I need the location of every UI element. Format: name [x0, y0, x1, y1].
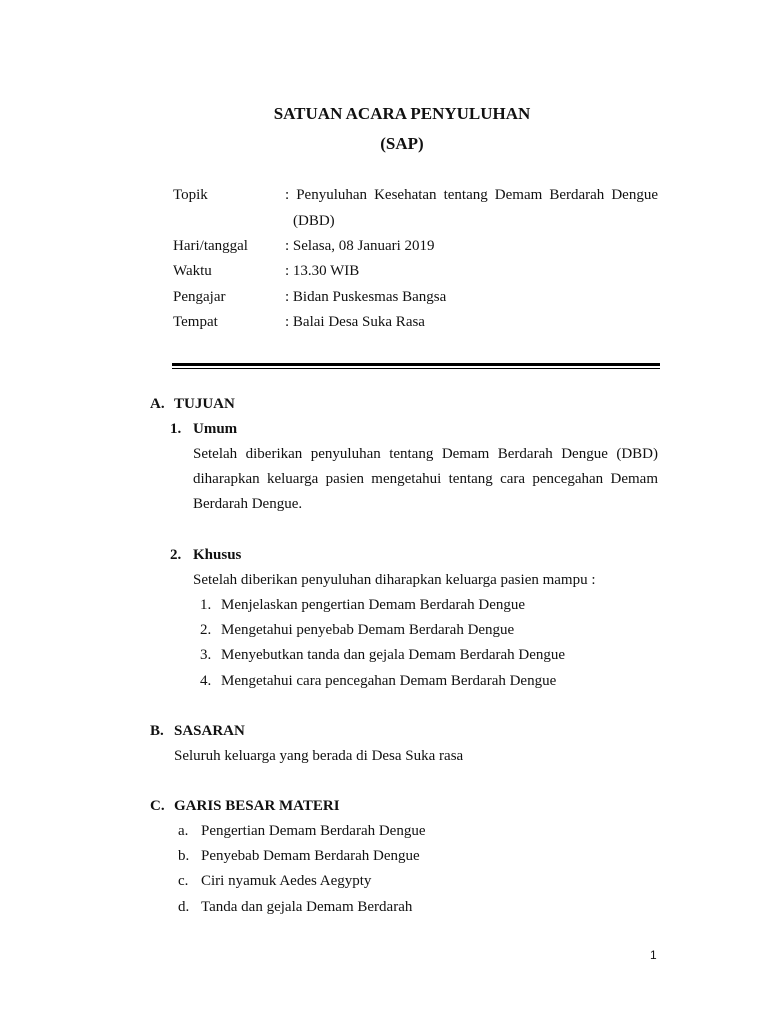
- section-b-heading: SASARAN: [174, 723, 245, 739]
- info-label-waktu: Waktu: [173, 263, 212, 279]
- khusus-item: Mengetahui cara pencegahan Demam Berdarah Dengue: [221, 673, 557, 689]
- materi-item-letter: a.: [178, 823, 189, 839]
- khusus-item-number: 1.: [200, 597, 212, 613]
- materi-item-letter: b.: [178, 848, 190, 864]
- info-label-tempat: Tempat: [173, 314, 218, 330]
- khusus-number: 2.: [170, 547, 182, 563]
- khusus-item: Mengetahui penyebab Demam Berdarah Dengue: [221, 622, 515, 638]
- info-label-hari: Hari/tanggal: [173, 238, 248, 254]
- info-value-topik: : Penyuluhan Kesehatan tentang Demam Berdarah Dengue: [285, 187, 658, 203]
- umum-line-2: diharapkan keluarga pasien mengetahui tentang cara pencegahan Demam: [193, 471, 658, 487]
- document-subtitle: (SAP): [380, 134, 424, 153]
- info-value-tempat: : Balai Desa Suka Rasa: [285, 314, 425, 330]
- section-a-marker: A.: [150, 396, 165, 412]
- info-value-hari: : Selasa, 08 Januari 2019: [285, 238, 435, 254]
- info-label-topik: Topik: [173, 187, 208, 203]
- khusus-item: Menjelaskan pengertian Demam Berdarah Dengue: [221, 597, 526, 613]
- khusus-item: Menyebutkan tanda dan gejala Demam Berdarah Dengue: [221, 647, 566, 663]
- materi-item: Pengertian Demam Berdarah Dengue: [201, 823, 426, 839]
- umum-line-1: Setelah diberikan penyuluhan tentang Demam Berdarah Dengue (DBD): [193, 446, 658, 462]
- section-c-marker: C.: [150, 798, 165, 814]
- materi-item: Ciri nyamuk Aedes Aegypty: [201, 873, 372, 889]
- khusus-item-number: 3.: [200, 647, 212, 663]
- divider-thick: [172, 363, 660, 366]
- khusus-item-number: 4.: [200, 673, 212, 689]
- info-value-waktu: : 13.30 WIB: [285, 263, 360, 279]
- sasaran-text: Seluruh keluarga yang berada di Desa Suka rasa: [174, 748, 464, 764]
- section-a-heading: TUJUAN: [174, 396, 235, 412]
- khusus-heading: Khusus: [193, 547, 242, 563]
- umum-line-3: Berdarah Dengue.: [193, 496, 303, 512]
- umum-number: 1.: [170, 421, 182, 437]
- document-title: SATUAN ACARA PENYULUHAN: [273, 104, 531, 123]
- materi-item-letter: d.: [178, 899, 190, 915]
- section-b-marker: B.: [150, 723, 164, 739]
- info-label-pengajar: Pengajar: [173, 289, 226, 305]
- materi-item: Tanda dan gejala Demam Berdarah: [201, 899, 413, 915]
- info-value-pengajar: : Bidan Puskesmas Bangsa: [285, 289, 447, 305]
- materi-item: Penyebab Demam Berdarah Dengue: [201, 848, 420, 864]
- divider-thin: [172, 368, 660, 369]
- info-value-topik-cont: (DBD): [293, 213, 335, 229]
- page-number: 1: [650, 948, 657, 962]
- khusus-item-number: 2.: [200, 622, 212, 638]
- umum-heading: Umum: [193, 421, 238, 437]
- section-c-heading: GARIS BESAR MATERI: [174, 798, 340, 814]
- materi-item-letter: c.: [178, 873, 189, 889]
- khusus-intro: Setelah diberikan penyuluhan diharapkan keluarga pasien mampu :: [193, 572, 596, 588]
